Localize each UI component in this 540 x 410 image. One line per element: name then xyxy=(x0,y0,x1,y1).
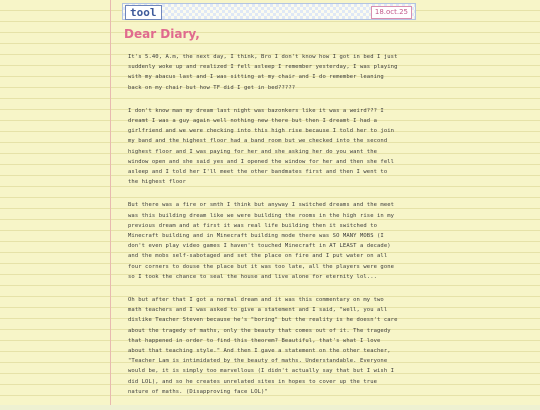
post-body xyxy=(128,52,400,410)
paragraph-1: It's 5.40, A.m, the next day, I think, Bro I don't know how I got in bed I just suddenly woke up and realized I fell asleep I remember yesterday, I was playing with my abacus last and I was sitting at my chair and I do remember leaning back on my chair but how TF did I get in bed????? xyxy=(128,54,398,91)
paragraph-4: Oh but after that I got a normal dream and it was this commentary on my two math teachers and I was asked to give a statement and I said, "well, you all dislike Teacher Steven because he's "boring" but the reality is he doesn't care about the tragedy of maths, only the beauty that comes out of it. The tragedy that happened in order to find this theorem? Beautiful, that's what I love about that teaching style." And then I gave a statement on the other teacher, "Teacher Lam is intimidated by the beauty of maths. Understandable. Everyone would be, it is simply too marvellous (I didn't actually say that but I wish I did LOL), and so he creates unrelated sites in hopes to cover up the true nature of maths. (Disapproving face LOL)" xyxy=(128,297,398,395)
paragraph-3: But there was a fire or smth I think but anyway I switched dreams and the meet was this building dream like we were building the rooms in the high rise in my previous dream and at first it was real life building then it switched to Minecraft building and in Minecraft building mode there was SO MANY MOBS (I don't even play video games I haven't touched Minecraft in AT LEAST a decade) and the mobs self-sabotaged and set the place on fire and I put water on all four corners to douse the place but it was too late, all the players were gone so I took the chance to seal the house and live alone for eternity lol... xyxy=(128,202,395,280)
post-date: 18.oct.25 xyxy=(371,6,412,19)
paragraph-2: I don't know man my dream last night was bazonkers like it was a weird??? I dreamt I was a guy again well nothing new there but then I dreamt I had a girlfriend and we were checking into this high rise because I told her to join my band and the highest floor had a band room but we checked into the second highest floor and I was paying for her and she asking her do you want the window open and she said yes and I opened the window for her and then she fell asleep and I told her I'll meet the other bandmates first and then I went to the highest floor xyxy=(128,107,395,186)
blog-header xyxy=(122,3,416,20)
blog-title[interactable]: tool xyxy=(125,5,162,20)
post-heading: Dear Diary, xyxy=(124,27,200,41)
margin-line xyxy=(110,0,111,405)
